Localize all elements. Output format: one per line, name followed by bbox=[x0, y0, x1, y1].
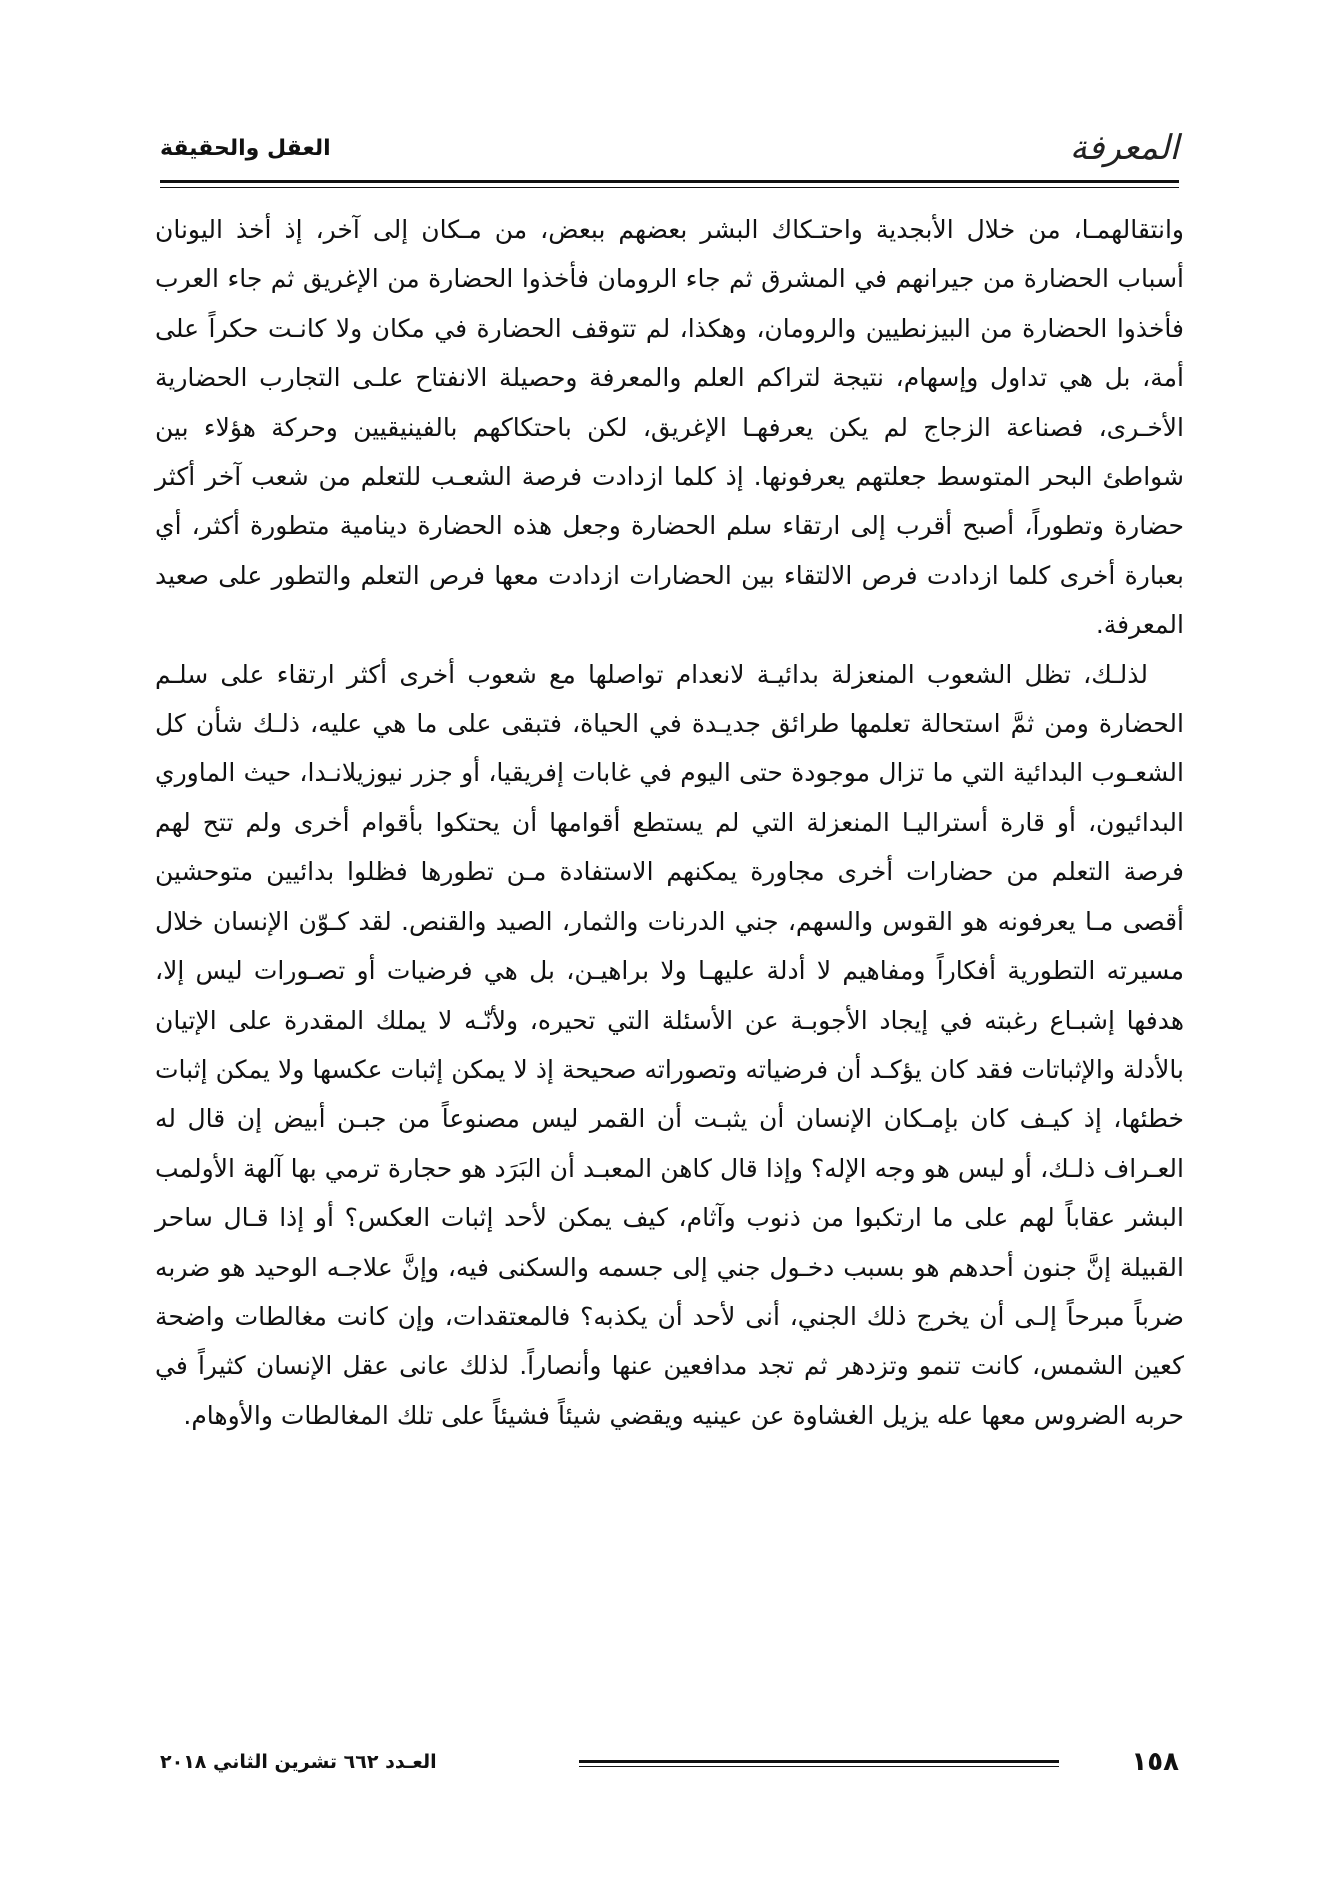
page-number: ١٥٨ bbox=[1131, 1747, 1179, 1777]
section-title: العقل والحقيقة bbox=[160, 136, 331, 161]
paragraph: لذلـك، تظل الشعوب المنعزلة بدائيـة لانعدام تواصلها مع شعوب أخرى أكثر ارتقاء على سلـم الحضارة ومن ثمَّ استحالة تعلمها طرائق جديـدة في الحياة، فتبقى على ما هي عليه، ذلـك شأن كل الشعـوب البدائية التي ما تزال موجودة حتى اليوم في غابات إفريقيا، أو جزر نيوزيلانـدا، حيث الماوري البدائيون، أو قارة أستراليـا المنعزلة التي لم يستطع أقوامها أن يحتكوا بأقوام أخرى ولم تتح لهم فرصة التعلم من حضارات أخرى مجاورة يمكنهم الاستفادة مـن تطورها فظلوا بدائيين متوحشين أقصى مـا يعرفونه هو القوس والسهم، جني الدرنات والثمار، الصيد والقنص. لقد كـوّن الإنسان خلال مسيرته التطورية أفكاراً ومفاهيم لا أدلة عليهـا ولا براهيـن، بل هي فرضيات أو تصـورات ليس إلا، هدفها إشبـاع رغبته في إيجاد الأجوبـة عن الأسئلة التي تحيره، ولأنّـه لا يملك المقدرة على الإتيان بالأدلة والإثباتات فقد كان يؤكـد أن فرضياته وتصوراته صحيحة إذ لا يمكن إثبات عكسها ولا يمكن إثبات خطئها، إذ كيـف كان بإمـكان الإنسان أن يثبـت أن القمر ليس مصنوعاً من جبـن أبيض إن قال له العـراف ذلـك، أو ليس هو وجه الإله؟ وإذا قال كاهن المعبـد أن البَرَد هو حجارة ترمي بها آلهة الأولمب البشر عقاباً لهم على ما ارتكبوا من ذنوب وآثام، كيف يمكن لأحد إثبات العكس؟ أو إذا قـال ساحر القبيلة إنَّ جنون أحدهم هو بسبب دخـول جني إلى جسمه والسكنى فيه، وإنَّ علاجـه الوحيد هو ضربه ضرباً مبرحاً إلـى أن يخرج ذلك الجني، أنى لأحد أن يكذبه؟ فالمعتقدات، وإن كانت مغالطات واضحة كعين الشمس، كانت تنمو وتزدهر ثم تجد مدافعين عنها وأنصاراً. لذلك عانى عقل الإنسان كثيراً في حربه الضروس معها عله يزيل الغشاوة عن عينيه ويقضي شيئاً فشيئاً على تلك المغالطات والأوهام. bbox=[155, 659, 1184, 1430]
article-body bbox=[155, 205, 1184, 1440]
paragraph: وانتقالهمـا، من خلال الأبجدية واحتـكاك البشر بعضهم ببعض، من مـكان إلى آخر، إذ أخذ اليونان أسباب الحضارة من جيرانهم في المشرق ثم جاء الرومان فأخذوا الحضارة من الإغريق ثم جاء العرب فأخذوا الحضارة من البيزنطيين والرومان، وهكذا، لم تتوقف الحضارة في مكان ولا كانـت حكراً على أمة، بل هي تداول وإسهام، نتيجة لتراكم العلم والمعرفة وحصيلة الانفتاح علـى التجارب الحضارية الأخـرى، فصناعة الزجاج لم يكن يعرفهـا الإغريق، لكن باحتكاكهم بالفينيقيين وحركة هؤلاء بين شواطئ البحر المتوسط جعلتهم يعرفونها. إذ كلما ازدادت فرصة الشعـب للتعلم من شعب آخر أكثر حضارة وتطوراً، أصبح أقرب إلى ارتقاء سلم الحضارة وجعل هذه الحضارة دينامية متطورة أكثر، أي بعبارة أخرى كلما ازدادت فرص الالتقاء بين الحضارات ازدادت معها فرص التعلم والتطور على صعيد المعرفة. bbox=[155, 215, 1184, 640]
page-footer bbox=[160, 1745, 1179, 1785]
header-divider-thin bbox=[160, 187, 1179, 188]
header-divider bbox=[160, 180, 1179, 183]
page-header bbox=[160, 128, 1179, 168]
issue-info: العـدد ٦٦٢ تشرين الثاني ٢٠١٨ bbox=[160, 1751, 437, 1773]
footer-divider-thin bbox=[579, 1766, 1059, 1767]
footer-divider bbox=[579, 1760, 1059, 1763]
magazine-logo: المعرفة bbox=[1069, 128, 1179, 168]
